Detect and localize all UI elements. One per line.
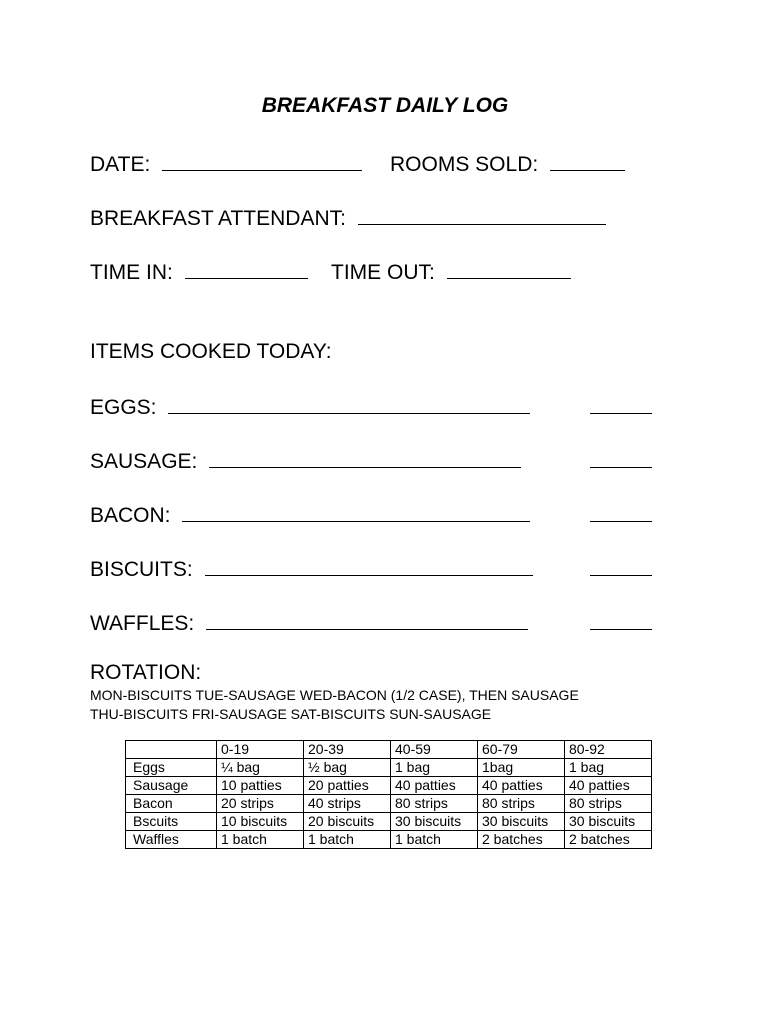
table-header-cell: 60-79: [478, 741, 565, 759]
table-cell: ¼ bag: [217, 759, 304, 777]
date-row: [90, 152, 362, 175]
attendant-label: BREAKFAST ATTENDANT:: [90, 207, 346, 230]
item-field[interactable]: [209, 449, 521, 468]
item-row-biscuits: [90, 557, 533, 580]
table-row: [126, 795, 652, 813]
attendant-field[interactable]: [358, 206, 606, 225]
table-row: [126, 777, 652, 795]
item-quantity-field[interactable]: [590, 557, 652, 576]
item-row-sausage: [90, 449, 521, 472]
table-cell: 40 patties: [565, 777, 652, 795]
page-title: BREAKFAST DAILY LOG: [261, 94, 509, 117]
time-out-label: TIME OUT:: [331, 261, 435, 284]
table-cell: 1 batch: [304, 831, 391, 849]
date-field[interactable]: [162, 152, 362, 171]
time-in-field[interactable]: [185, 260, 308, 279]
rotation-heading: ROTATION:: [90, 661, 202, 684]
item-quantity-field[interactable]: [590, 611, 652, 630]
attendant-row: [90, 206, 606, 229]
table-cell: 40 patties: [391, 777, 478, 795]
table-row-label: Bscuits: [126, 813, 217, 831]
item-field[interactable]: [182, 503, 530, 522]
table-cell: 30 biscuits: [565, 813, 652, 831]
time-in-label: TIME IN:: [90, 261, 173, 284]
table-cell: 80 strips: [391, 795, 478, 813]
table-cell: 30 biscuits: [478, 813, 565, 831]
table-header-cell: 0-19: [217, 741, 304, 759]
rotation-line-1: MON-BISCUITS TUE-SAUSAGE WED-BACON (1/2 CASE), THEN SAUSAGE: [90, 687, 579, 703]
rooms-sold-label: ROOMS SOLD:: [390, 153, 539, 176]
table-row: [126, 759, 652, 777]
rooms-sold-row: [390, 152, 625, 175]
item-label: EGGS:: [90, 396, 157, 419]
item-quantity-field[interactable]: [590, 503, 652, 522]
date-label: DATE:: [90, 153, 151, 176]
table-cell: 10 biscuits: [217, 813, 304, 831]
table-cell: 30 biscuits: [391, 813, 478, 831]
item-label: BISCUITS:: [90, 558, 193, 581]
table-header-row: [126, 741, 652, 759]
table-corner-cell: [126, 741, 217, 759]
item-field[interactable]: [206, 611, 528, 630]
table-row-label: Sausage: [126, 777, 217, 795]
table-cell: 20 biscuits: [304, 813, 391, 831]
table-cell: 1 bag: [565, 759, 652, 777]
table-cell: 1 bag: [391, 759, 478, 777]
table-cell: 2 batches: [565, 831, 652, 849]
table-header-cell: 20-39: [304, 741, 391, 759]
table-header-cell: 80-92: [565, 741, 652, 759]
item-row-waffles: [90, 611, 528, 634]
time-in-row: [90, 260, 308, 283]
table-cell: 1 batch: [391, 831, 478, 849]
table-cell: 80 strips: [478, 795, 565, 813]
table-cell: 20 patties: [304, 777, 391, 795]
table-row-label: Bacon: [126, 795, 217, 813]
item-field[interactable]: [168, 395, 530, 414]
table-row: [126, 831, 652, 849]
table-cell: 20 strips: [217, 795, 304, 813]
rotation-line-2: THU-BISCUITS FRI-SAUSAGE SAT-BISCUITS SUN-SAUSAGE: [90, 706, 492, 722]
time-out-row: [331, 260, 571, 283]
item-quantity-field[interactable]: [590, 449, 652, 468]
table-header-cell: 40-59: [391, 741, 478, 759]
item-label: BACON:: [90, 504, 171, 527]
table-row: [126, 813, 652, 831]
rooms-sold-field[interactable]: [550, 152, 625, 171]
table-cell: ½ bag: [304, 759, 391, 777]
table-cell: 1bag: [478, 759, 565, 777]
table-row-label: Eggs: [126, 759, 217, 777]
item-label: SAUSAGE:: [90, 450, 198, 473]
table-row-label: Waffles: [126, 831, 217, 849]
item-label: WAFFLES:: [90, 612, 195, 635]
item-quantity-field[interactable]: [590, 395, 652, 414]
table-cell: 40 strips: [304, 795, 391, 813]
time-out-field[interactable]: [447, 260, 571, 279]
item-field[interactable]: [205, 557, 533, 576]
item-row-bacon: [90, 503, 530, 526]
items-heading: ITEMS COOKED TODAY:: [90, 340, 332, 363]
table-cell: 1 batch: [217, 831, 304, 849]
table-cell: 40 patties: [478, 777, 565, 795]
portion-table: [125, 740, 652, 849]
table-cell: 2 batches: [478, 831, 565, 849]
table-cell: 80 strips: [565, 795, 652, 813]
item-row-eggs: [90, 395, 530, 418]
table-cell: 10 patties: [217, 777, 304, 795]
